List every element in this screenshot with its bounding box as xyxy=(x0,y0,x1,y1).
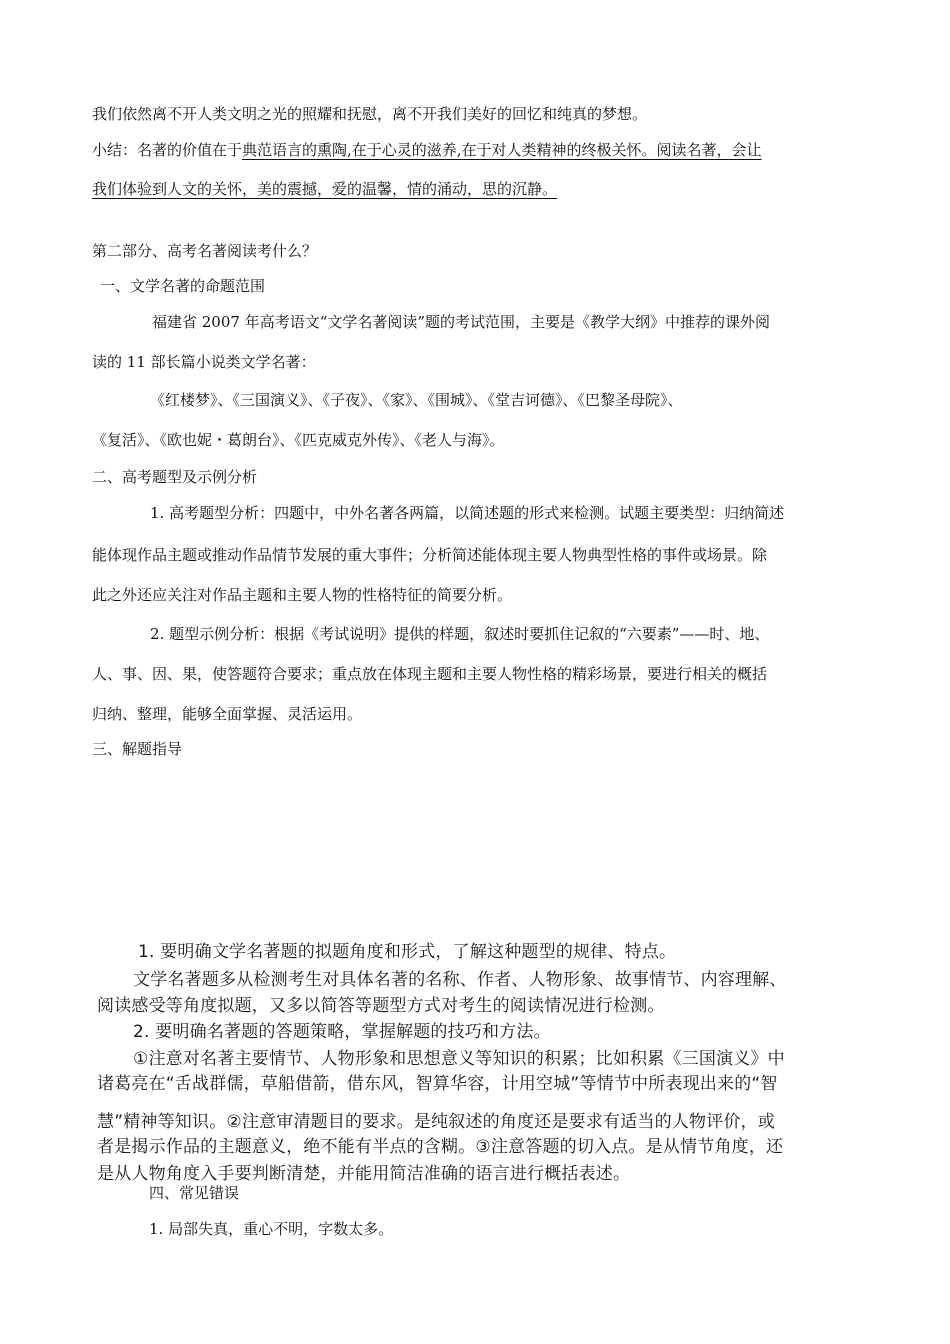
section-heading: 第二部分、高考名著阅读考什么？ xyxy=(92,242,318,260)
guide-line: ①注意对名著主要情节、人物形象和思想意义等知识的积累；比如积累《三国演义》中 xyxy=(133,1049,785,1069)
guide-line: 2. 要明确名著题的答题策略，掌握解题的技巧和方法。 xyxy=(133,1022,551,1042)
paragraph-line: 归纳、整理，能够全面掌握、灵活运用。 xyxy=(92,705,363,723)
summary-underlined-cont: 我们体验到人文的关怀，美的震撼，爱的温馨，情的涌动，思的沉静。 xyxy=(92,180,558,198)
paragraph-line: 人、事、因、果，使答题符合要求；重点放在体现主题和主要人物性格的精彩场景，要进行相关的概括 xyxy=(92,665,768,683)
summary-prefix: 小结：名著的价值在于 xyxy=(92,141,243,159)
text-line: 我们依然离不开人类文明之光的照耀和抚慰，离不开我们美好的回忆和纯真的梦想。 xyxy=(92,105,648,123)
summary-underlined: 典范语言的熏陶,在于心灵的滋养,在于对人类精神的终极关怀。阅读名著，会让 xyxy=(242,141,762,159)
guide-line: 者是揭示作品的主题意义，绝不能有半点的含糊。③注意答题的切入点。是从情节角度，还 xyxy=(97,1137,784,1157)
guide-line: 慧”精神等知识。②注意审清题目的要求。是纯叙述的角度还是要求有适当的人物评价，或 xyxy=(97,1112,776,1132)
paragraph-line: 福建省 2007 年高考语文“文学名著阅读”题的考试范围，主要是《教学大纲》中推荐的课外阅 xyxy=(152,313,771,331)
guide-line: 文学名著题多从检测考生对具体名著的名称、作者、人物形象、故事情节、内容理解、 xyxy=(133,970,787,990)
book-list-line: 《红楼梦》、《三国演义》、《子夜》、《家》、《围城》、《堂吉诃德》、《巴黎圣母院》、 xyxy=(150,391,683,409)
guide-line: 1. 要明确文学名著题的拟题角度和形式，了解这种题型的规律、特点。 xyxy=(138,942,677,962)
subsection-heading: 三、解题指导 xyxy=(92,740,183,758)
summary-line xyxy=(92,140,762,160)
paragraph-line: 1. 高考题型分析：四题中，中外名著各两篇，以简述题的形式来检测。试题主要类型：归纳简述 xyxy=(150,504,785,522)
paragraph-line: 读的 11 部长篇小说类文学名著： xyxy=(92,353,316,371)
guide-line: 是从人物角度入手要判断清楚，并能用简洁准确的语言进行概括表述。 xyxy=(97,1164,631,1184)
paragraph-line: 2. 题型示例分析：根据《考试说明》提供的样题，叙述时要抓住记叙的“六要素”——时、地、 xyxy=(150,625,770,643)
subsection-heading: 四、常见错误 xyxy=(149,1184,240,1202)
guide-line: 诸葛亮在“舌战群儒，草船借箭，借东风，智算华容，计用空城”等情节中所表现出来的“智 xyxy=(97,1074,778,1094)
subsection-heading: 二、高考题型及示例分析 xyxy=(92,468,258,486)
paragraph-line: 能体现作品主题或推动作品情节发展的重大事件；分析简述能体现主要人物典型性格的事件或场景。除 xyxy=(92,546,768,564)
book-list-line: 《复活》、《欧也妮・葛朗台》、《匹克威克外传》、《老人与海》。 xyxy=(92,431,505,449)
guide-line: 阅读感受等角度拟题，又多以简答等题型方式对考生的阅读情况进行检测。 xyxy=(97,996,665,1016)
paragraph-line: 此之外还应关注对作品主题和主要人物的性格特征的简要分析。 xyxy=(92,586,513,604)
paragraph-line: 1. 局部失真，重心不明，字数太多。 xyxy=(149,1220,394,1238)
subsection-heading: 一、文学名著的命题范围 xyxy=(100,277,266,295)
